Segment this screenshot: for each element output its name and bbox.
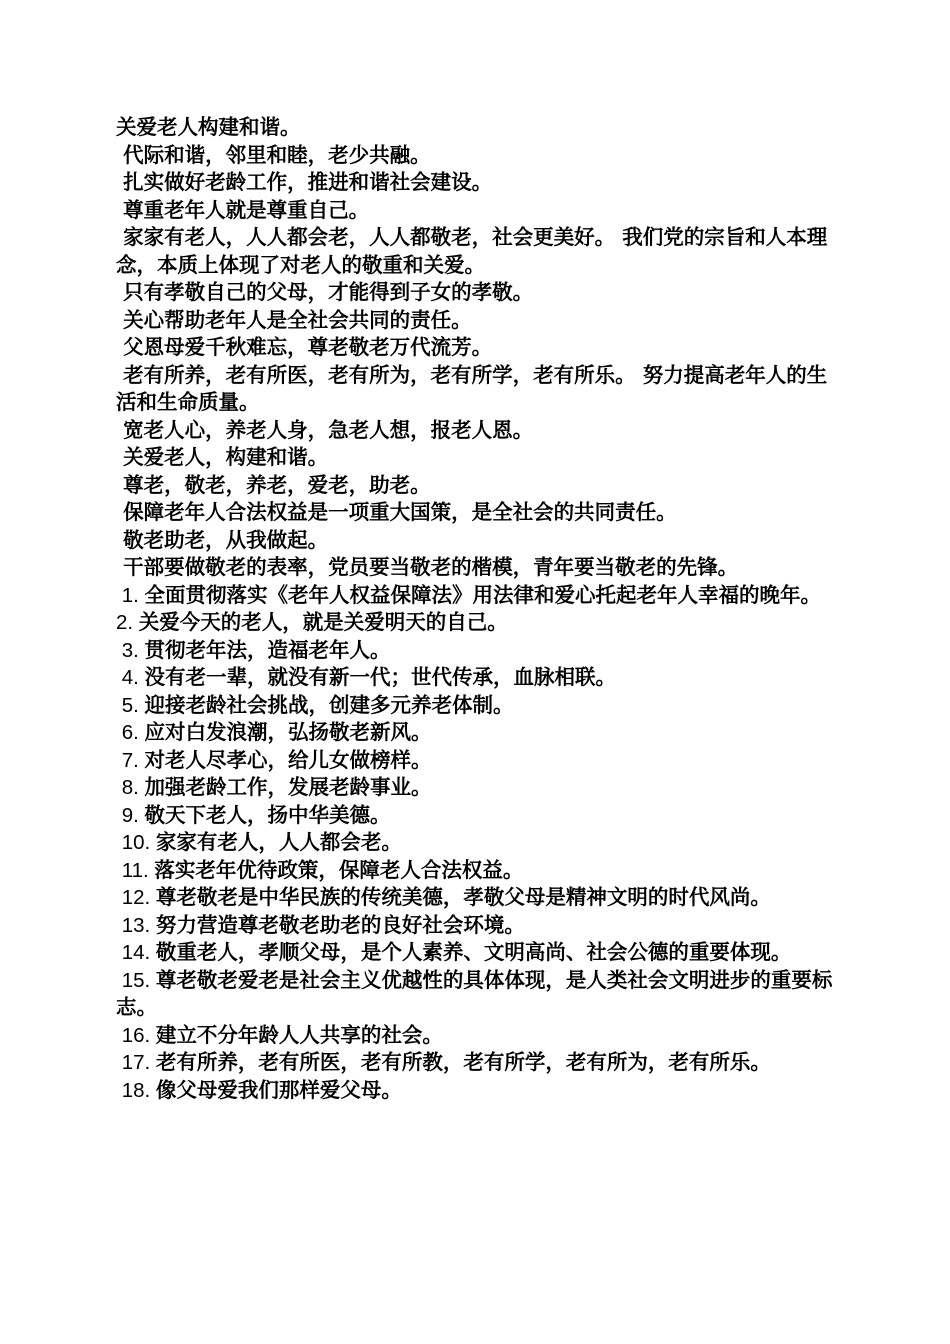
line-number: 4. <box>116 666 145 689</box>
line-text: 只有孝敬自己的父母，才能得到子女的孝敬。 <box>116 280 534 304</box>
text-line <box>116 527 836 555</box>
text-line <box>116 774 836 802</box>
text-line <box>116 554 836 582</box>
line-number: 14. <box>116 941 156 964</box>
text-line <box>116 1022 836 1050</box>
text-line <box>116 747 836 775</box>
text-line <box>116 279 836 307</box>
line-text: 关爱老人，构建和谐。 <box>116 445 329 469</box>
text-line <box>116 802 836 830</box>
line-number: 5. <box>116 693 145 717</box>
line-number: 7. <box>116 748 145 772</box>
line-text: 家家有老人，人人都会老。 <box>155 830 402 854</box>
line-number: 16. <box>116 1023 156 1047</box>
line-text: 老有所养，老有所医，老有所为，老有所学，老有所乐。 努力提高老年人的生活和生命质量。 <box>116 362 828 414</box>
text-line <box>116 857 836 885</box>
text-line <box>116 362 836 417</box>
text-line <box>116 142 836 170</box>
text-line <box>116 224 836 279</box>
text-line <box>116 609 836 637</box>
line-text: 建立不分年龄人人共享的社会。 <box>155 1022 443 1047</box>
line-text: 贯彻老年法，造福老年人。 <box>144 637 391 662</box>
line-text: 全面贯彻落实《老年人权益保障法》用法律和爱心托起老年人幸福的晚年。 <box>144 582 821 607</box>
line-text: 迎接老龄社会挑战，创建多元养老体制。 <box>144 692 514 717</box>
text-line <box>116 692 836 720</box>
line-text: 尊老敬老是中华民族的传统美德，孝敬父母是精神文明的时代风尚。 <box>155 885 771 909</box>
text-line <box>116 664 836 692</box>
text-line <box>116 582 836 610</box>
text-line <box>116 499 836 527</box>
text-line <box>116 472 836 500</box>
line-text: 老有所养，老有所医，老有所教，老有所学，老有所为，老有所乐。 <box>155 1050 771 1074</box>
line-text: 像父母爱我们那样爱父母。 <box>155 1077 402 1102</box>
line-text: 扎实做好老龄工作，推进和谐社会建设。 <box>116 170 493 194</box>
line-text: 尊老，敬老，养老，爱老，助老。 <box>116 472 431 497</box>
line-text: 敬老助老，从我做起。 <box>116 527 329 552</box>
line-number: 8. <box>116 776 145 799</box>
line-text: 关爱今天的老人，就是关爱明天的自己。 <box>138 610 508 634</box>
line-text: 敬重老人，孝顺父母，是个人素养、文明高尚、社会公德的重要体现。 <box>155 940 792 964</box>
line-text: 代际和谐，邻里和睦，老少共融。 <box>116 142 431 167</box>
line-number: 10. <box>116 831 156 854</box>
text-line <box>116 1049 836 1077</box>
text-line <box>116 197 836 225</box>
text-line <box>116 417 836 445</box>
line-text: 对老人尽孝心，给儿女做榜样。 <box>144 747 432 772</box>
text-line <box>116 114 836 142</box>
text-line <box>116 169 836 197</box>
line-text: 努力营造尊老敬老助老的良好社会环境。 <box>155 912 525 937</box>
line-text: 应对白发浪潮，弘扬敬老新风。 <box>144 720 432 744</box>
line-text: 家家有老人，人人都会老，人人都敬老，社会更美好。 我们党的宗旨和人本理念，本质上体现了对老人的敬重和关爱。 <box>116 225 828 277</box>
line-text: 敬天下老人，扬中华美德。 <box>144 802 391 827</box>
line-number: 15. <box>116 968 156 992</box>
text-line <box>116 719 836 747</box>
text-line <box>116 912 836 940</box>
text-line <box>116 307 836 335</box>
text-line <box>116 637 836 665</box>
line-text: 关爱老人构建和谐。 <box>116 115 301 139</box>
line-text: 保障老年人合法权益是一项重大国策，是全社会的共同责任。 <box>116 500 677 524</box>
line-text: 加强老龄工作，发展老龄事业。 <box>144 775 432 799</box>
line-number: 11. <box>116 858 155 882</box>
text-line <box>116 939 836 967</box>
line-text: 没有老一辈，就没有新一代；世代传承，血脉相联。 <box>144 665 616 689</box>
line-number: 1. <box>116 583 145 607</box>
line-text: 宽老人心，养老人身，急老人想，报老人恩。 <box>116 417 534 442</box>
line-text: 干部要做敬老的表率，党员要当敬老的楷模，青年要当敬老的先锋。 <box>116 555 739 579</box>
line-text: 父恩母爱千秋难忘，尊老敬老万代流芳。 <box>116 335 493 359</box>
line-text: 尊重老年人就是尊重自己。 <box>116 197 370 222</box>
text-line <box>116 1077 836 1105</box>
text-line <box>116 967 836 1022</box>
document-body <box>116 114 836 1104</box>
line-number: 6. <box>116 721 145 744</box>
line-number: 2. <box>116 611 139 634</box>
line-number: 9. <box>116 803 145 827</box>
line-number: 17. <box>116 1051 156 1074</box>
line-number: 12. <box>116 886 156 909</box>
text-line <box>116 334 836 362</box>
text-line <box>116 444 836 472</box>
line-text: 落实老年优待政策，保障老人合法权益。 <box>154 857 524 882</box>
line-text: 尊老敬老爱老是社会主义优越性的具体体现，是人类社会文明进步的重要标志。 <box>116 967 833 1019</box>
line-number: 3. <box>116 638 145 662</box>
line-number: 13. <box>116 913 156 937</box>
text-line <box>116 829 836 857</box>
line-number: 18. <box>116 1078 156 1102</box>
text-line <box>116 884 836 912</box>
line-text: 关心帮助老年人是全社会共同的责任。 <box>116 307 472 332</box>
